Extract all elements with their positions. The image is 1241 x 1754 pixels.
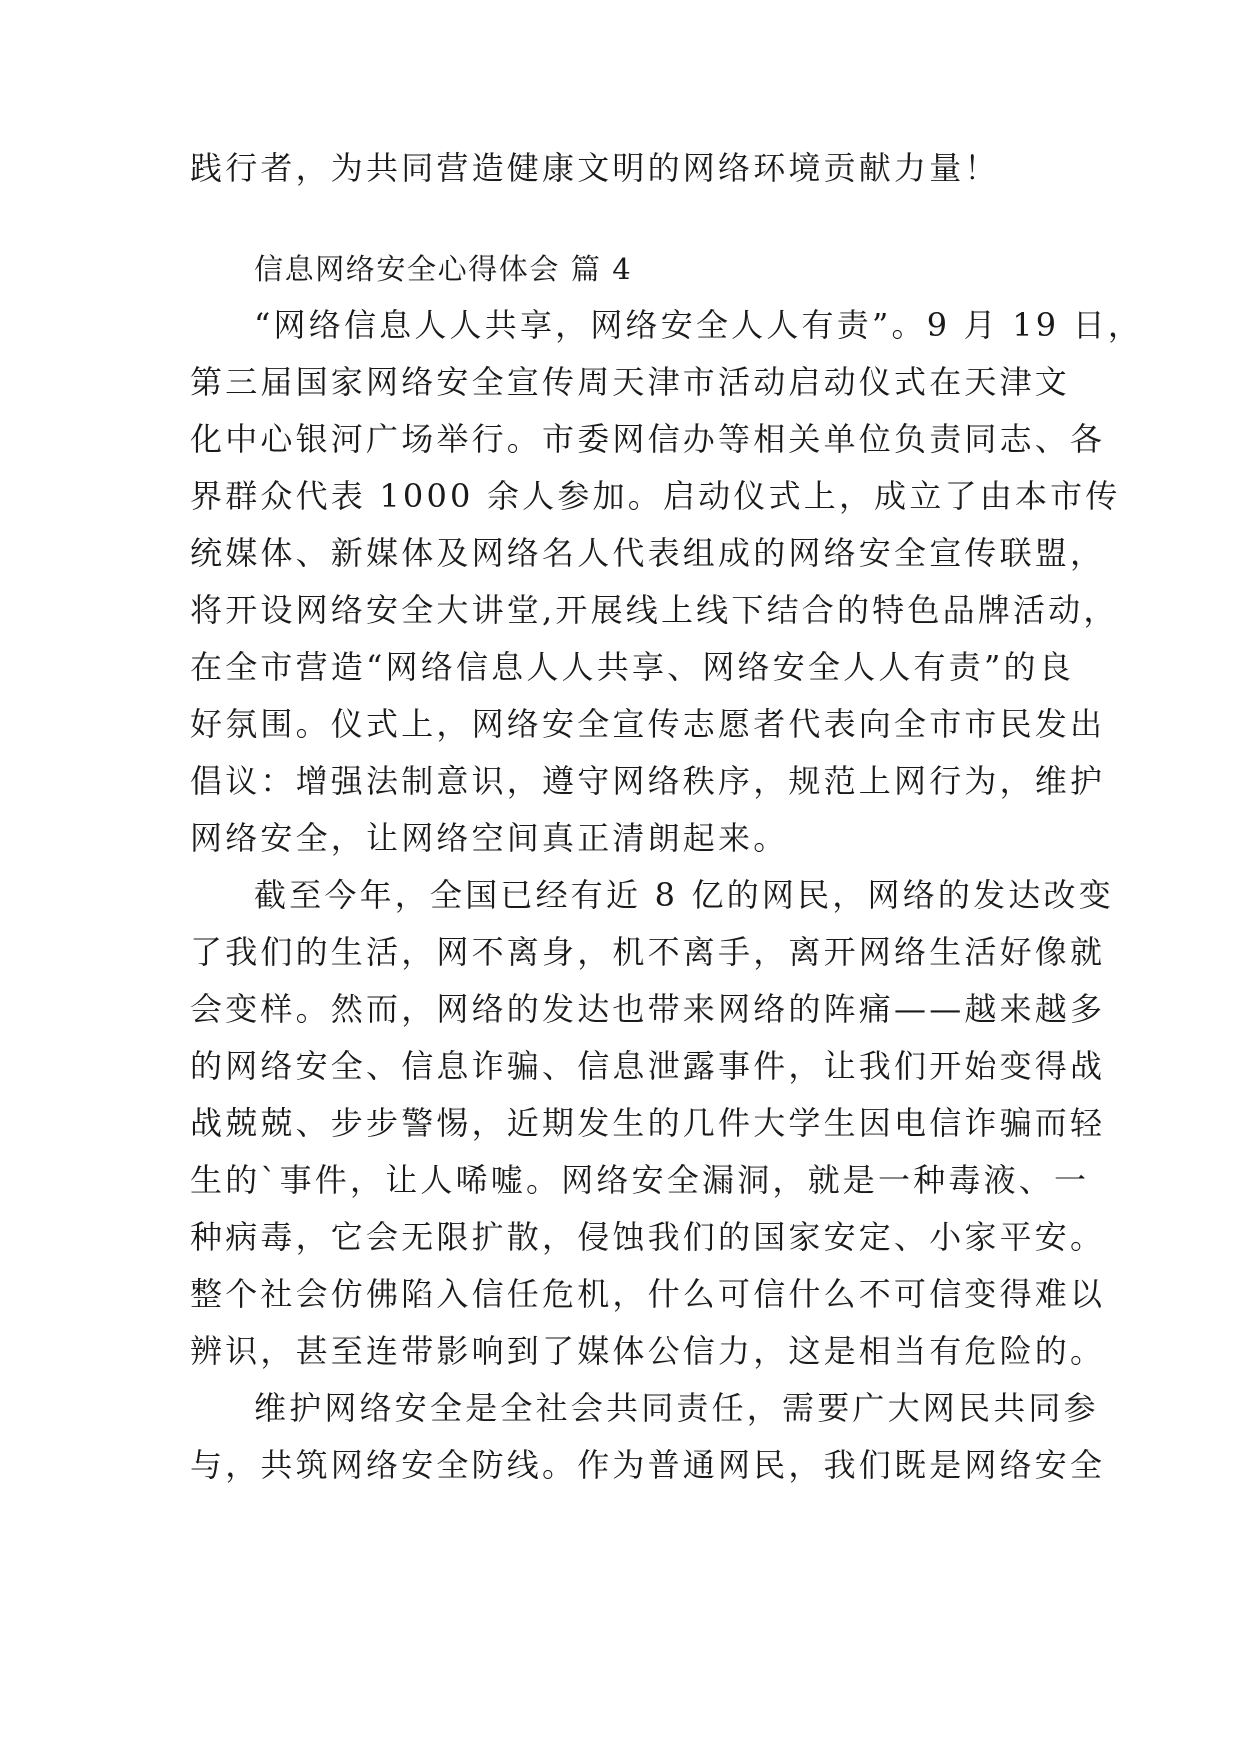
paragraph-line: 会变样。然而，网络的发达也带来网络的阵痛——越来越多: [190, 990, 1106, 1028]
paragraph-line: 界群众代表 1000 余人参加。启动仪式上，成立了由本市传: [190, 477, 1121, 515]
paragraph-line: 与，共筑网络安全防线。作为普通网民，我们既是网络安全: [190, 1446, 1106, 1484]
paragraph-line: 维护网络安全是全社会共同责任，需要广大网民共同参: [254, 1389, 1099, 1427]
paragraph-line: 整个社会仿佛陷入信任危机，什么可信什么不可信变得难以: [190, 1275, 1106, 1313]
paragraph-line: 了我们的生活，网不离身，机不离手，离开网络生活好像就: [190, 933, 1106, 971]
paragraph-line: 辨识，甚至连带影响到了媒体公信力，这是相当有危险的。: [190, 1332, 1106, 1370]
previous-section-tail: 践行者，为共同营造健康文明的网络环境贡献力量！: [190, 149, 1000, 187]
section-title: 信息网络安全心得体会 篇 4: [254, 252, 633, 286]
paragraph-line: 倡议：增强法制意识，遵守网络秩序，规范上网行为，维护: [190, 762, 1106, 800]
paragraph-line: 的网络安全、信息诈骗、信息泄露事件，让我们开始变得战: [190, 1047, 1106, 1085]
paragraph-line: 好氛围。仪式上，网络安全宣传志愿者代表向全市市民发出: [190, 705, 1106, 743]
paragraph-line: 在全市营造“网络信息人人共享、网络安全人人有责”的良: [190, 648, 1074, 686]
paragraph-line: 将开设网络安全大讲堂,开展线上线下结合的特色品牌活动，: [190, 591, 1119, 629]
paragraph-line: 截至今年，全国已经有近 8 亿的网民，网络的发达改变: [254, 876, 1114, 914]
paragraph-line: 战兢兢、步步警惕，近期发生的几件大学生因电信诈骗而轻: [190, 1104, 1106, 1142]
paragraph-line: 生的`事件，让人唏嘘。网络安全漏洞，就是一种毒液、一: [190, 1161, 1090, 1199]
paragraph-line: 第三届国家网络安全宣传周天津市活动启动仪式在天津文: [190, 363, 1071, 401]
paragraph-line: 网络安全，让网络空间真正清朗起来。: [190, 819, 789, 857]
paragraph-line: 统媒体、新媒体及网络名人代表组成的网络安全宣传联盟，: [190, 534, 1106, 572]
paragraph-line: 种病毒，它会无限扩散，侵蚀我们的国家安定、小家平安。: [190, 1218, 1106, 1256]
paragraph-line: “网络信息人人共享，网络安全人人有责”。9 月 19 日，: [254, 306, 1144, 344]
paragraph-line: 化中心银河广场举行。市委网信办等相关单位负责同志、各: [190, 420, 1106, 458]
